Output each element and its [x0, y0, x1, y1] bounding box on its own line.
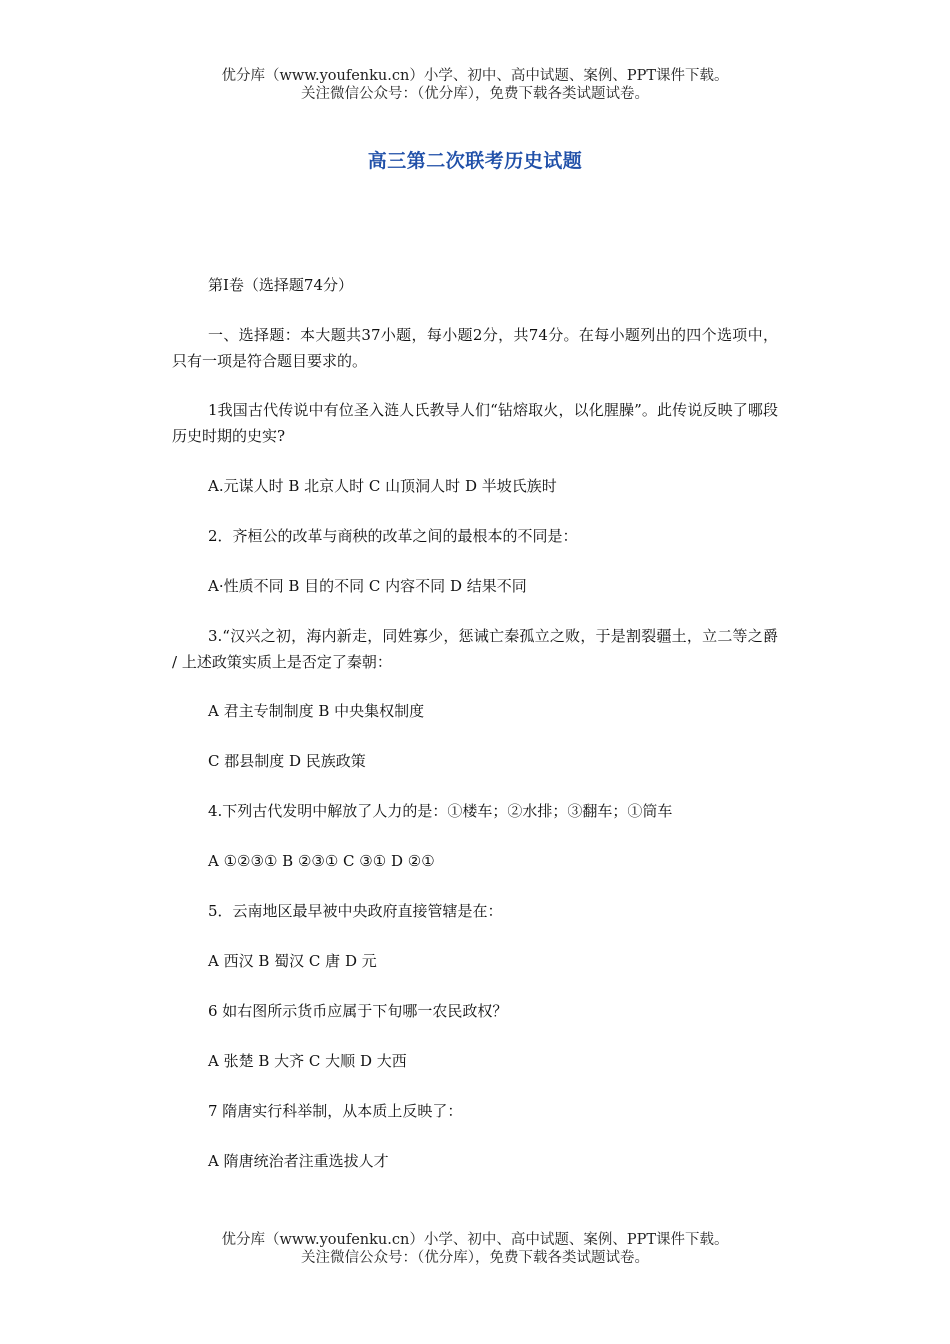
footer-line-2: 关注微信公众号：（优分库），免费下载各类试题试卷。 [301, 1250, 649, 1266]
page-header [0, 67, 950, 103]
question-1: 1我国古代传说中有位圣入涟人氏教导人们“钻熔取火，以化腥臊”。此传说反映了哪段历史时期的史实? [172, 401, 778, 445]
header-line-1: 优分库（www.youfenku.cn）小学、初中、高中试题、案例、PPT课件下载。 [221, 68, 729, 84]
question-3-options-a-b: A 君主专制制度 B 中央集权制度 [208, 702, 425, 720]
question-6-options: A 张楚 B 大齐 C 大顺 D 大西 [208, 1052, 407, 1070]
question-6: 6 如右图所示货币应属于下旬哪一农民政权？ [208, 1002, 508, 1020]
question-4-options: A ①②③① B ②③① C ③① D ②① [208, 852, 435, 870]
question-3: 3.“汉兴之初，海内新走，同姓寡少，惩诫亡秦孤立之败，于是割裂疆土，立二等之爵 / 上述政策实质上是否定了秦朝： [172, 626, 778, 671]
page-footer [0, 1231, 950, 1267]
document-body [172, 272, 778, 1198]
section-heading: 第I卷（选择题74分） [208, 276, 354, 294]
question-7-option-a: A 隋唐统治者注重选拔人才 [208, 1152, 389, 1170]
question-7: 7 隋唐实行科举制，从本质上反映了： [208, 1102, 463, 1120]
instructions: 一、选择题：本大题共37小题，每小题2分，共74分。在每小题列出的四个选项中，只有一项是符合题目要求的。 [172, 325, 778, 370]
question-2: 2．齐桓公的改革与商秧的改革之间的最根本的不同是： [208, 526, 578, 545]
header-line-2: 关注微信公众号：（优分库），免费下载各类试题试卷。 [301, 86, 649, 102]
question-2-options: A·性质不同 B 目的不同 C 内容不同 D 结果不同 [208, 576, 527, 595]
question-3-options-c-d: C 郡县制度 D 民族政策 [208, 752, 366, 770]
question-5: 5．云南地区最早被中央政府直接管辖是在： [208, 902, 503, 920]
footer-line-1: 优分库（www.youfenku.cn）小学、初中、高中试题、案例、PPT课件下载。 [221, 1232, 729, 1248]
question-4: 4.下列古代发明中解放了人力的是：①楼车；②水排；③翻车；①筒车 [208, 802, 673, 820]
document-title: 高三第二次联考历史试题 [367, 150, 583, 172]
question-1-options: A.元谋人时 B 北京人时 C 山顶洞人时 D 半坡氏族时 [208, 476, 557, 495]
question-5-options: A 西汉 B 蜀汉 C 唐 D 元 [208, 952, 377, 970]
